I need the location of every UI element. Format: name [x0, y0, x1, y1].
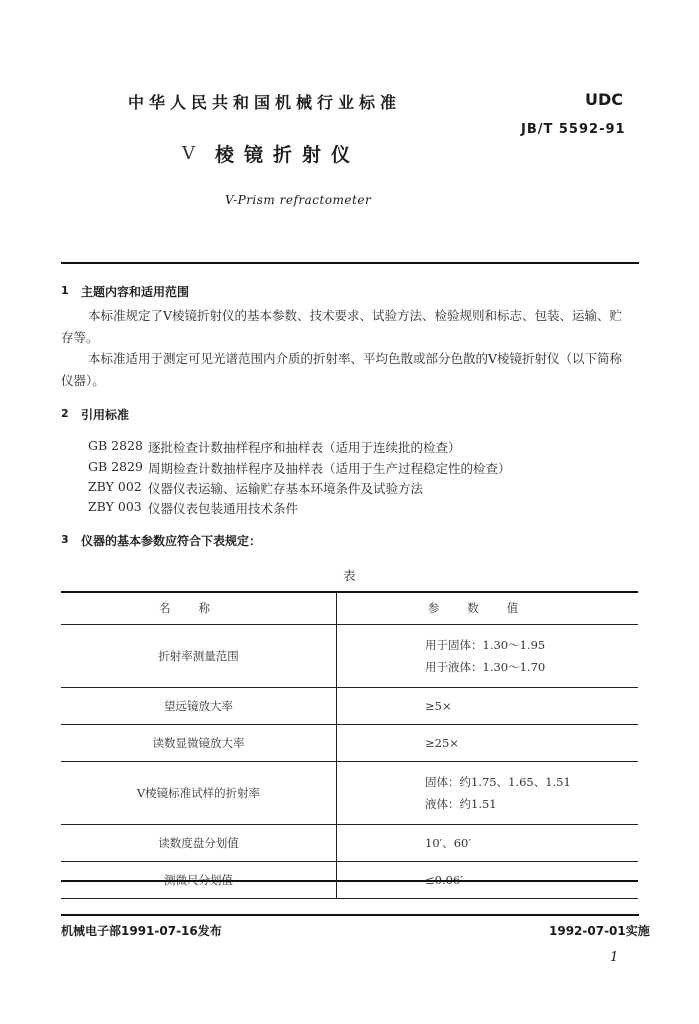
title-prefix: V [182, 143, 195, 164]
standard-code: JB/T 5592-91 [521, 122, 626, 137]
table-row [61, 825, 638, 862]
param-value-line: 用于液体：1.30～1.70 [425, 660, 546, 674]
udc-label: UDC [585, 90, 624, 109]
section-2-title: 引用标准 [81, 408, 130, 422]
page-number: 1 [610, 950, 619, 965]
param-name: 望远镜放大率 [61, 688, 337, 725]
param-value: ≥25× [337, 725, 639, 762]
param-value [337, 762, 639, 825]
param-value: 10′、60′ [337, 825, 639, 862]
ref-code: ZBY 002 [88, 479, 142, 494]
header-divider [61, 262, 639, 264]
param-value-line: 液体：约1.51 [425, 797, 497, 811]
param-value: ≥5× [337, 688, 639, 725]
document-title-english: V-Prism refractometer [225, 193, 372, 207]
ref-code: GB 2829 [88, 459, 143, 474]
table-row [61, 725, 638, 762]
table-row [61, 762, 638, 825]
ref-text: 逐批检查计数抽样程序和抽样表（适用于连续批的检查） [148, 440, 461, 455]
column-header-name: 名称 [61, 592, 337, 625]
param-value [337, 625, 639, 688]
section-1-para-1-line-2: 存等。 [61, 330, 99, 345]
table-row [61, 625, 638, 688]
ref-code: ZBY 003 [88, 499, 142, 514]
effective-date: 1992-07-01实施 [549, 924, 650, 938]
param-name: 读数显微镜放大率 [61, 725, 337, 762]
section-1-para-1-line-1: 本标准规定了V棱镜折射仪的基本参数、技术要求、试验方法、检验规则和标志、包装、运输、贮 [88, 308, 623, 323]
parameters-table [61, 592, 638, 899]
standard-organization: 中华人民共和国机械行业标准 [128, 93, 402, 112]
issue-info: 机械电子部1991-07-16发布 [61, 924, 222, 938]
section-1-para-2-line-1: 本标准适用于测定可见光谱范围内介质的折射率、平均色散或部分色散的V棱镜折射仪（以下简称 [88, 351, 623, 366]
section-1-title: 主题内容和适用范围 [81, 285, 190, 299]
ref-text: 仪器仪表包装通用技术条件 [148, 501, 299, 516]
table-header-row [61, 592, 638, 625]
param-name: 折射率测量范围 [61, 625, 337, 688]
param-name: V棱镜标准试样的折射率 [61, 762, 337, 825]
param-value-line: 固体：约1.75、1.65、1.51 [425, 775, 571, 789]
param-value-line: 用于固体：1.30～1.95 [425, 638, 546, 652]
param-name: 读数度盘分划值 [61, 825, 337, 862]
footer-divider [61, 914, 639, 916]
section-1-number: 1 [61, 284, 69, 297]
table-row [61, 688, 638, 725]
section-2-number: 2 [61, 407, 69, 420]
ref-text: 仪器仪表运输、运输贮存基本环境条件及试验方法 [148, 481, 424, 496]
document-title: 棱镜折射仪 [215, 144, 361, 166]
table-caption: 表 [343, 568, 356, 583]
ref-code: GB 2828 [88, 438, 143, 453]
table-bottom-rule [61, 880, 638, 882]
section-1-para-2-line-2: 仪器）。 [61, 373, 105, 388]
ref-text: 周期检查计数抽样程序及抽样表（适用于生产过程稳定性的检查） [148, 461, 511, 476]
section-3-number: 3 [61, 533, 69, 546]
section-3-title: 仪器的基本参数应符合下表规定： [81, 534, 262, 548]
column-header-value: 参数值 [337, 592, 639, 625]
